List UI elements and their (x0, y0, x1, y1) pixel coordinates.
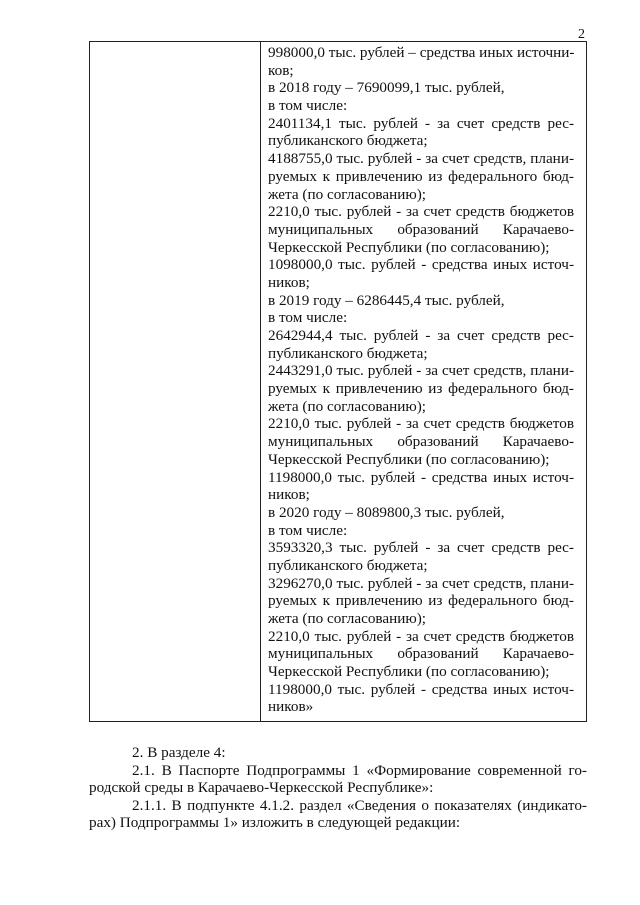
cell-text-line: 2210,0 тыс. рублей - за счет средств бюджетов (268, 203, 574, 221)
cell-text-line: жета (по согласованию); (268, 610, 427, 627)
section-text (89, 744, 587, 832)
cell-text-line: руемых к привлечению из федерального бюд- (268, 380, 574, 398)
cell-text-line: Черкесской Республики (по согласованию); (268, 663, 550, 681)
cell-text-line: жета (по согласованию); (268, 397, 427, 415)
cell-text-line: 1098000,0 тыс. рублей - средства иных источ- (268, 256, 574, 274)
cell-text-line: в том числе: (268, 521, 348, 539)
cell-text-line: 1198000,0 тыс. рублей - средства иных источ- (268, 680, 574, 698)
cell-text-line: 3593320,3 тыс. рублей - за счет средств рес- (268, 539, 574, 557)
paragraph-line: 2. В разделе 4: (132, 744, 226, 761)
cell-text-line: 2642944,4 тыс. рублей - за счет средств рес- (268, 327, 574, 344)
cell-text-line: 2401134,1 тыс. рублей - за счет средств рес- (268, 114, 574, 132)
cell-text-line: муниципальных образований Карачаево- (268, 433, 574, 451)
cell-text-line: в том числе: (268, 309, 348, 327)
cell-text-line: в том числе: (268, 97, 348, 115)
page-number: 2 (578, 27, 585, 42)
cell-text-line: ков; (268, 61, 294, 79)
paragraph-line: 2.1.1. В подпункте 4.1.2. раздел «Сведения о показателях (индикато- (132, 796, 587, 814)
cell-text-line: публиканского бюджета; (268, 132, 428, 150)
cell-text-line: руемых к привлечению из федерального бюд- (268, 592, 574, 610)
cell-text-line: руемых к привлечению из федерального бюд- (268, 167, 574, 185)
cell-text-line: муниципальных образований Карачаево- (268, 645, 574, 663)
cell-text-line: 2443291,0 тыс. рублей - за счет средств, плани- (268, 362, 574, 380)
cell-text-line: ников; (268, 486, 310, 504)
paragraph-line: рах) Подпрограммы 1» изложить в следующей редакции: (89, 814, 461, 832)
cell-text-line: 4188755,0 тыс. рублей - за счет средств, плани- (268, 150, 574, 168)
cell-text-line: в 2018 году – 7690099,1 тыс. рублей, (268, 79, 505, 97)
passport-table (89, 41, 587, 722)
cell-text-line: ников» (268, 698, 314, 716)
cell-text-line: ников; (268, 273, 310, 291)
cell-text-line: жета (по согласованию); (268, 185, 427, 203)
cell-text-line: публиканского бюджета; (268, 344, 428, 362)
cell-text-line: 1198000,0 тыс. рублей - средства иных источ- (268, 468, 574, 486)
cell-text-line: 2210,0 тыс. рублей - за счет средств бюджетов (268, 627, 574, 645)
cell-text-line: 3296270,0 тыс. рублей - за счет средств, плани- (268, 574, 574, 592)
table-cell-funding (268, 44, 574, 716)
cell-text-line: в 2019 году – 6286445,4 тыс. рублей, (268, 291, 505, 309)
cell-text-line: 998000,0 тыс. рублей – средства иных источни- (268, 44, 575, 61)
paragraph-line: 2.1. В Паспорте Подпрограммы 1 «Формирование современной го- (132, 761, 587, 779)
column-divider (260, 42, 261, 721)
paragraph-line: родской среды в Карачаево-Черкесской Республике»: (89, 779, 434, 797)
cell-text-line: муниципальных образований Карачаево- (268, 220, 574, 238)
cell-text-line: публиканского бюджета; (268, 556, 428, 574)
cell-text-line: 2210,0 тыс. рублей - за счет средств бюджетов (268, 415, 574, 433)
cell-text-line: Черкесской Республики (по согласованию); (268, 450, 550, 468)
cell-text-line: в 2020 году – 8089800,3 тыс. рублей, (268, 503, 505, 521)
cell-text-line: Черкесской Республики (по согласованию); (268, 238, 550, 256)
